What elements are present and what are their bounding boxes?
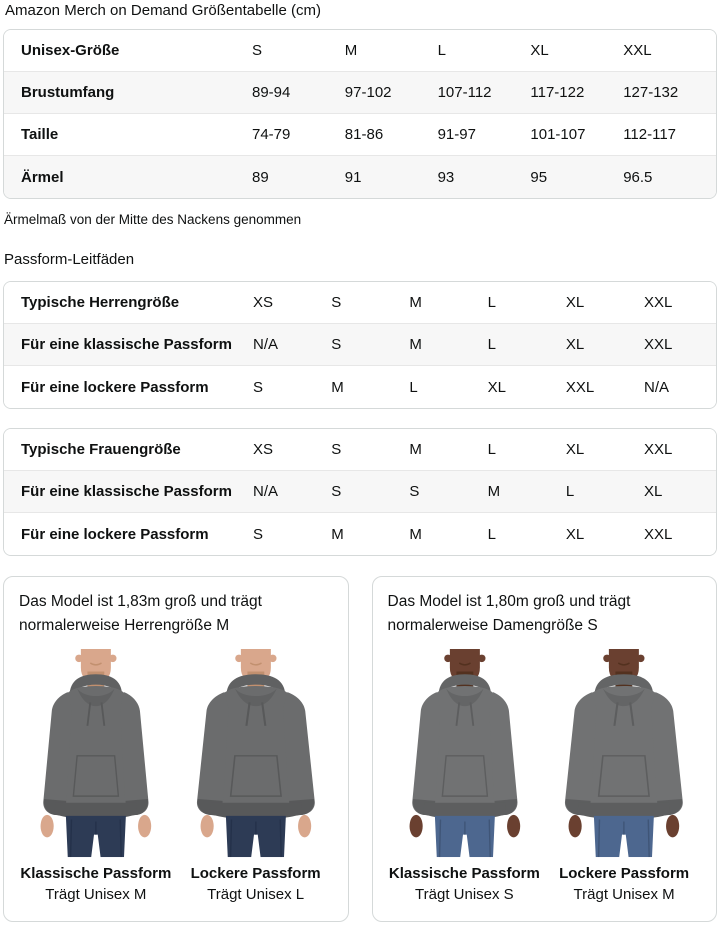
- size-col-xxl: XXL: [623, 42, 652, 59]
- model-cards: [3, 576, 717, 922]
- row-label: Typische Herrengröße: [21, 294, 180, 311]
- fit-row: [4, 282, 716, 324]
- cell-value: S: [331, 441, 342, 458]
- cell-value: L: [487, 294, 496, 311]
- cell-value: N/A: [253, 336, 279, 353]
- cell-value: M: [409, 525, 422, 543]
- cell-value: XXL: [644, 525, 673, 543]
- cell-value: S: [331, 483, 342, 500]
- mens-model-description: Das Model ist 1,83m groß und trägt normalerweise Herrengröße M: [19, 593, 262, 634]
- cell-value: 117-122: [530, 84, 585, 101]
- cell-value: 93: [437, 168, 455, 186]
- row-label: Für eine lockere Passform: [21, 525, 209, 543]
- cell-value: M: [409, 441, 422, 458]
- fit-guides-title: Passform-Leitfäden: [4, 251, 135, 268]
- cell-value: 95: [530, 168, 548, 186]
- wears-caption: Trägt Unisex S: [415, 886, 514, 903]
- cell-value: 91-97: [437, 126, 476, 143]
- mens-fit-table: [3, 281, 717, 409]
- wears-caption: Trägt Unisex L: [207, 886, 305, 903]
- mens-loose-fit-figure: [179, 644, 333, 905]
- wears-caption: Trägt Unisex M: [45, 886, 147, 903]
- cell-value: S: [253, 525, 264, 543]
- cell-value: M: [409, 336, 422, 353]
- page-title: Amazon Merch on Demand Größentabelle (cm): [5, 2, 321, 19]
- row-label: Für eine klassische Passform: [21, 336, 232, 353]
- cell-value: XL: [565, 441, 585, 458]
- size-col-m: M: [344, 42, 358, 59]
- sleeve-measure-footnote: Ärmelmaß von der Mitte des Nackens genommen: [4, 212, 302, 227]
- cell-value: XL: [644, 483, 663, 500]
- cell-value: XL: [565, 336, 585, 353]
- cell-value: 101-107: [530, 126, 586, 143]
- fit-row: [4, 429, 716, 471]
- cell-value: 91: [344, 168, 362, 186]
- table-row-chest: [4, 72, 716, 114]
- female-model-loose-fit-photo: [547, 644, 701, 862]
- fit-caption: Klassische Passform: [388, 865, 540, 882]
- size-table-header-row: [4, 30, 716, 72]
- size-col-l: L: [437, 42, 446, 59]
- size-table: [3, 29, 717, 199]
- womens-fit-table: [3, 428, 717, 556]
- cell-value: L: [487, 336, 496, 353]
- cell-value: XXL: [644, 294, 673, 311]
- size-col-s: S: [252, 42, 263, 59]
- cell-value: M: [331, 378, 344, 396]
- cell-value: S: [253, 378, 264, 396]
- fit-row: [4, 324, 716, 366]
- wears-caption: Trägt Unisex M: [573, 886, 675, 903]
- cell-value: N/A: [253, 483, 279, 500]
- womens-classic-fit-figure: [388, 644, 542, 905]
- fit-caption: Lockere Passform: [559, 865, 690, 882]
- womens-model-card: [372, 576, 718, 922]
- mens-classic-fit-figure: [19, 644, 173, 905]
- fit-caption: Klassische Passform: [20, 865, 172, 882]
- row-label: Typische Frauengröße: [21, 441, 181, 458]
- cell-value: XL: [487, 378, 506, 396]
- cell-value: L: [487, 441, 496, 458]
- fit-row: [4, 513, 716, 555]
- female-model-classic-fit-photo: [388, 644, 542, 862]
- womens-loose-fit-figure: [547, 644, 701, 905]
- cell-value: 97-102: [344, 84, 392, 101]
- row-label: Brustumfang: [21, 84, 115, 101]
- cell-value: 81-86: [344, 126, 384, 143]
- row-label: Ärmel: [21, 168, 64, 186]
- table-row-waist: [4, 114, 716, 156]
- fit-row: [4, 471, 716, 513]
- fit-caption: Lockere Passform: [190, 865, 321, 882]
- table-row-sleeve: [4, 156, 716, 198]
- fit-row: [4, 366, 716, 408]
- cell-value: M: [487, 483, 501, 500]
- cell-value: XXL: [644, 336, 673, 353]
- cell-value: XS: [253, 294, 274, 311]
- cell-value: N/A: [644, 378, 670, 396]
- cell-value: L: [565, 483, 575, 500]
- cell-value: XXL: [565, 378, 595, 396]
- mens-model-card: [3, 576, 349, 922]
- cell-value: 89-94: [252, 84, 291, 101]
- cell-value: L: [409, 378, 418, 396]
- cell-value: M: [409, 294, 422, 311]
- cell-value: M: [331, 525, 344, 543]
- row-label: Für eine lockere Passform: [21, 378, 209, 396]
- cell-value: S: [409, 483, 420, 500]
- cell-value: XL: [565, 294, 585, 311]
- cell-value: 96.5: [623, 168, 653, 186]
- male-model-classic-fit-photo: [19, 644, 173, 862]
- cell-value: 127-132: [623, 84, 679, 101]
- cell-value: 112-117: [623, 126, 677, 143]
- womens-model-description: Das Model ist 1,80m groß und trägt normalerweise Damengröße S: [387, 593, 631, 634]
- row-label: Für eine klassische Passform: [21, 483, 232, 500]
- cell-value: 74-79: [252, 126, 291, 143]
- cell-value: L: [487, 525, 496, 543]
- cell-value: XL: [565, 525, 585, 543]
- size-col-xl: XL: [530, 42, 549, 59]
- cell-value: XS: [253, 441, 274, 458]
- cell-value: 89: [252, 168, 269, 186]
- cell-value: XXL: [644, 441, 673, 458]
- cell-value: S: [331, 294, 342, 311]
- size-table-header-label: Unisex-Größe: [21, 42, 120, 59]
- male-model-loose-fit-photo: [179, 644, 333, 862]
- cell-value: S: [331, 336, 342, 353]
- row-label: Taille: [21, 126, 59, 143]
- cell-value: 107-112: [437, 84, 492, 101]
